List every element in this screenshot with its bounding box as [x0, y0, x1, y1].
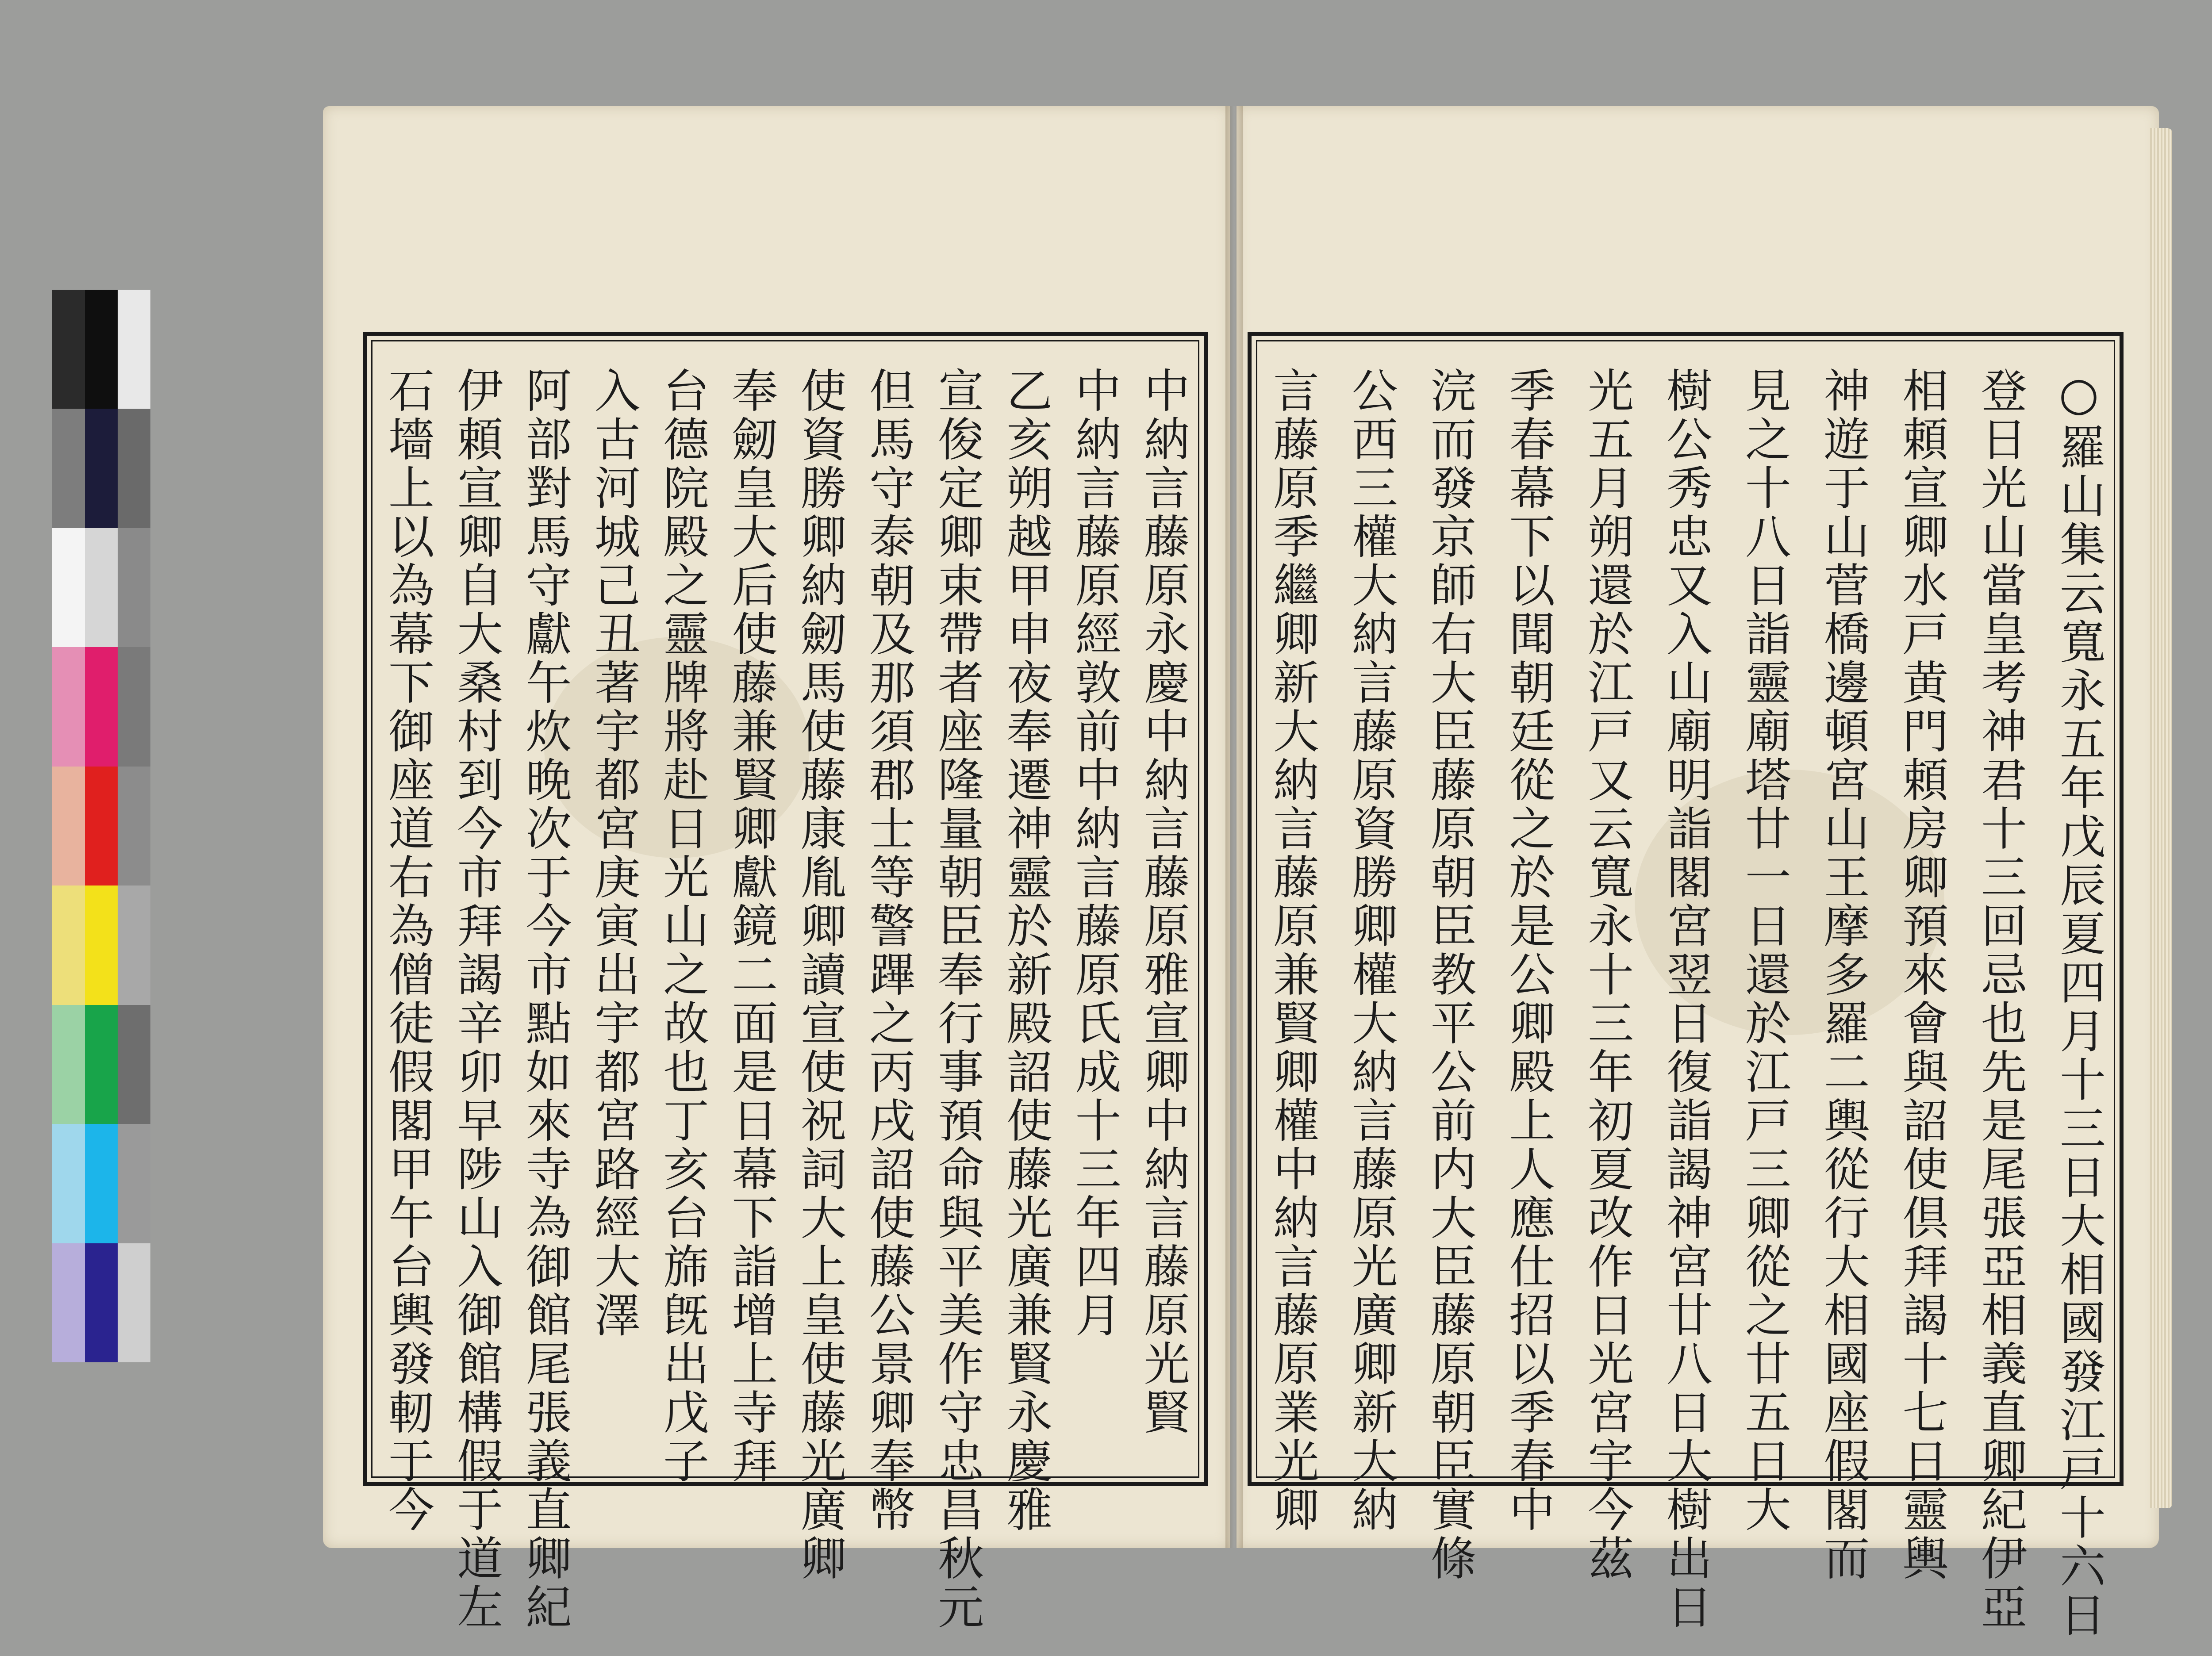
color-checker	[52, 290, 150, 1362]
text-column: 浣而發京師右大臣藤原朝臣教平公前内大臣藤原朝臣實條	[1422, 367, 1477, 1583]
text-column: 台德院殿之靈牌將赴日光山之故也丁亥台旆旣出戊子	[655, 367, 710, 1486]
text-column: 季春幕下以聞朝廷從之於是公卿殿上人應仕招以季春中	[1501, 367, 1555, 1534]
checker-row	[52, 767, 150, 886]
text-column: 公西三權大納言藤原資勝卿權大納言藤原光廣卿新大納	[1344, 367, 1398, 1534]
text-column: ○羅山集云寬永五年戊辰夏四月十三日大相國發江戸十六日	[2051, 367, 2106, 1640]
color-swatch	[118, 1005, 150, 1124]
book-gutter	[1225, 106, 1243, 1548]
color-swatch	[85, 1005, 118, 1124]
checker-row	[52, 886, 150, 1004]
text-column: 見之十八日詣靈廟塔廿一日還於江戸三卿從之廿五日大	[1737, 367, 1791, 1534]
color-swatch	[52, 409, 85, 528]
text-column: 光五月朔還於江戸又云寬永十三年初夏改作日光宮宇今茲	[1580, 367, 1634, 1583]
color-swatch	[85, 528, 118, 647]
text-column: 宣俊定卿束帶者座隆量朝臣奉行事預命與平美作守忠昌秋元	[930, 367, 984, 1632]
checker-row	[52, 290, 150, 409]
text-column: 言藤原季繼卿新大納言藤原兼賢卿權中納言藤原業光卿	[1265, 367, 1319, 1534]
color-swatch	[118, 528, 150, 647]
checker-row	[52, 1243, 150, 1362]
color-swatch	[118, 1243, 150, 1362]
text-column: 入古河城己丑著宇都宮庚寅出宇都宮路經大澤	[586, 367, 641, 1340]
color-swatch	[85, 1124, 118, 1243]
text-column: 中納言藤原永慶中納言藤原雅宣卿中納言藤原光賢	[1136, 367, 1190, 1437]
checker-row	[52, 528, 150, 647]
left-text-columns	[380, 367, 1190, 1632]
text-column: 登日光山當皇考神君十三回忌也先是尾張亞相義直卿紀伊亞	[1973, 367, 2028, 1632]
color-swatch	[52, 767, 85, 886]
text-column: 阿部對馬守獻午炊晚次于今市點如來寺為御館尾張義直卿紀	[518, 367, 572, 1632]
color-swatch	[118, 290, 150, 409]
color-swatch	[52, 290, 85, 409]
checker-row	[52, 409, 150, 528]
text-column: 但馬守泰朝及那須郡士等警蹕之丙戌詔使藤公景卿奉幣	[861, 367, 915, 1534]
color-swatch	[85, 290, 118, 409]
text-column: 樹公秀忠又入山廟明詣閣宮翌日復詣謁神宮廿八日大樹出日	[1658, 367, 1713, 1632]
checker-row	[52, 647, 150, 766]
color-swatch	[118, 1124, 150, 1243]
color-swatch	[118, 886, 150, 1004]
color-swatch	[52, 647, 85, 766]
text-column: 使資勝卿納劒馬使藤康胤卿讀宣使祝詞大上皇使藤光廣卿	[792, 367, 847, 1583]
checker-row	[52, 1124, 150, 1243]
checker-row	[52, 1005, 150, 1124]
text-column: 相頼宣卿水戸黄門頼房卿預來會與詔使倶拜謁十七日靈輿	[1894, 367, 1949, 1583]
color-swatch	[52, 1005, 85, 1124]
text-column: 中納言藤原經敦前中納言藤原氏成十三年四月	[1067, 367, 1121, 1340]
right-page	[1237, 106, 2159, 1640]
color-swatch	[52, 1124, 85, 1243]
open-book	[323, 100, 2159, 1640]
color-swatch	[118, 767, 150, 886]
color-swatch	[85, 647, 118, 766]
left-text-frame	[363, 332, 1208, 1632]
color-swatch	[118, 409, 150, 528]
color-swatch	[85, 409, 118, 528]
color-swatch	[85, 1243, 118, 1362]
text-column: 伊頼宣卿自大桑村到今市拜謁辛卯早陟山入御館構假于道左	[449, 367, 503, 1632]
color-swatch	[85, 767, 118, 886]
color-swatch	[52, 1243, 85, 1362]
color-swatch	[118, 647, 150, 766]
text-column: 神遊于山菅橋邊頓宮山王摩多羅二輿從行大相國座假閣而	[1816, 367, 1870, 1583]
page-edges	[2150, 128, 2172, 1508]
left-page	[323, 106, 1230, 1632]
color-swatch	[52, 886, 85, 1004]
text-column: 乙亥朔越甲申夜奉遷神靈於新殿詔使藤光廣兼賢永慶雅	[998, 367, 1053, 1534]
right-text-frame	[1248, 332, 2124, 1640]
text-column: 石墻上以為幕下御座道右為僧徒假閣甲午台輿發軔于今	[380, 367, 434, 1534]
color-swatch	[52, 528, 85, 647]
right-text-columns	[1265, 367, 2106, 1640]
text-column: 奉劒皇大后使藤兼賢卿獻鏡二面是日幕下詣增上寺拜	[724, 367, 778, 1486]
color-swatch	[85, 886, 118, 1004]
